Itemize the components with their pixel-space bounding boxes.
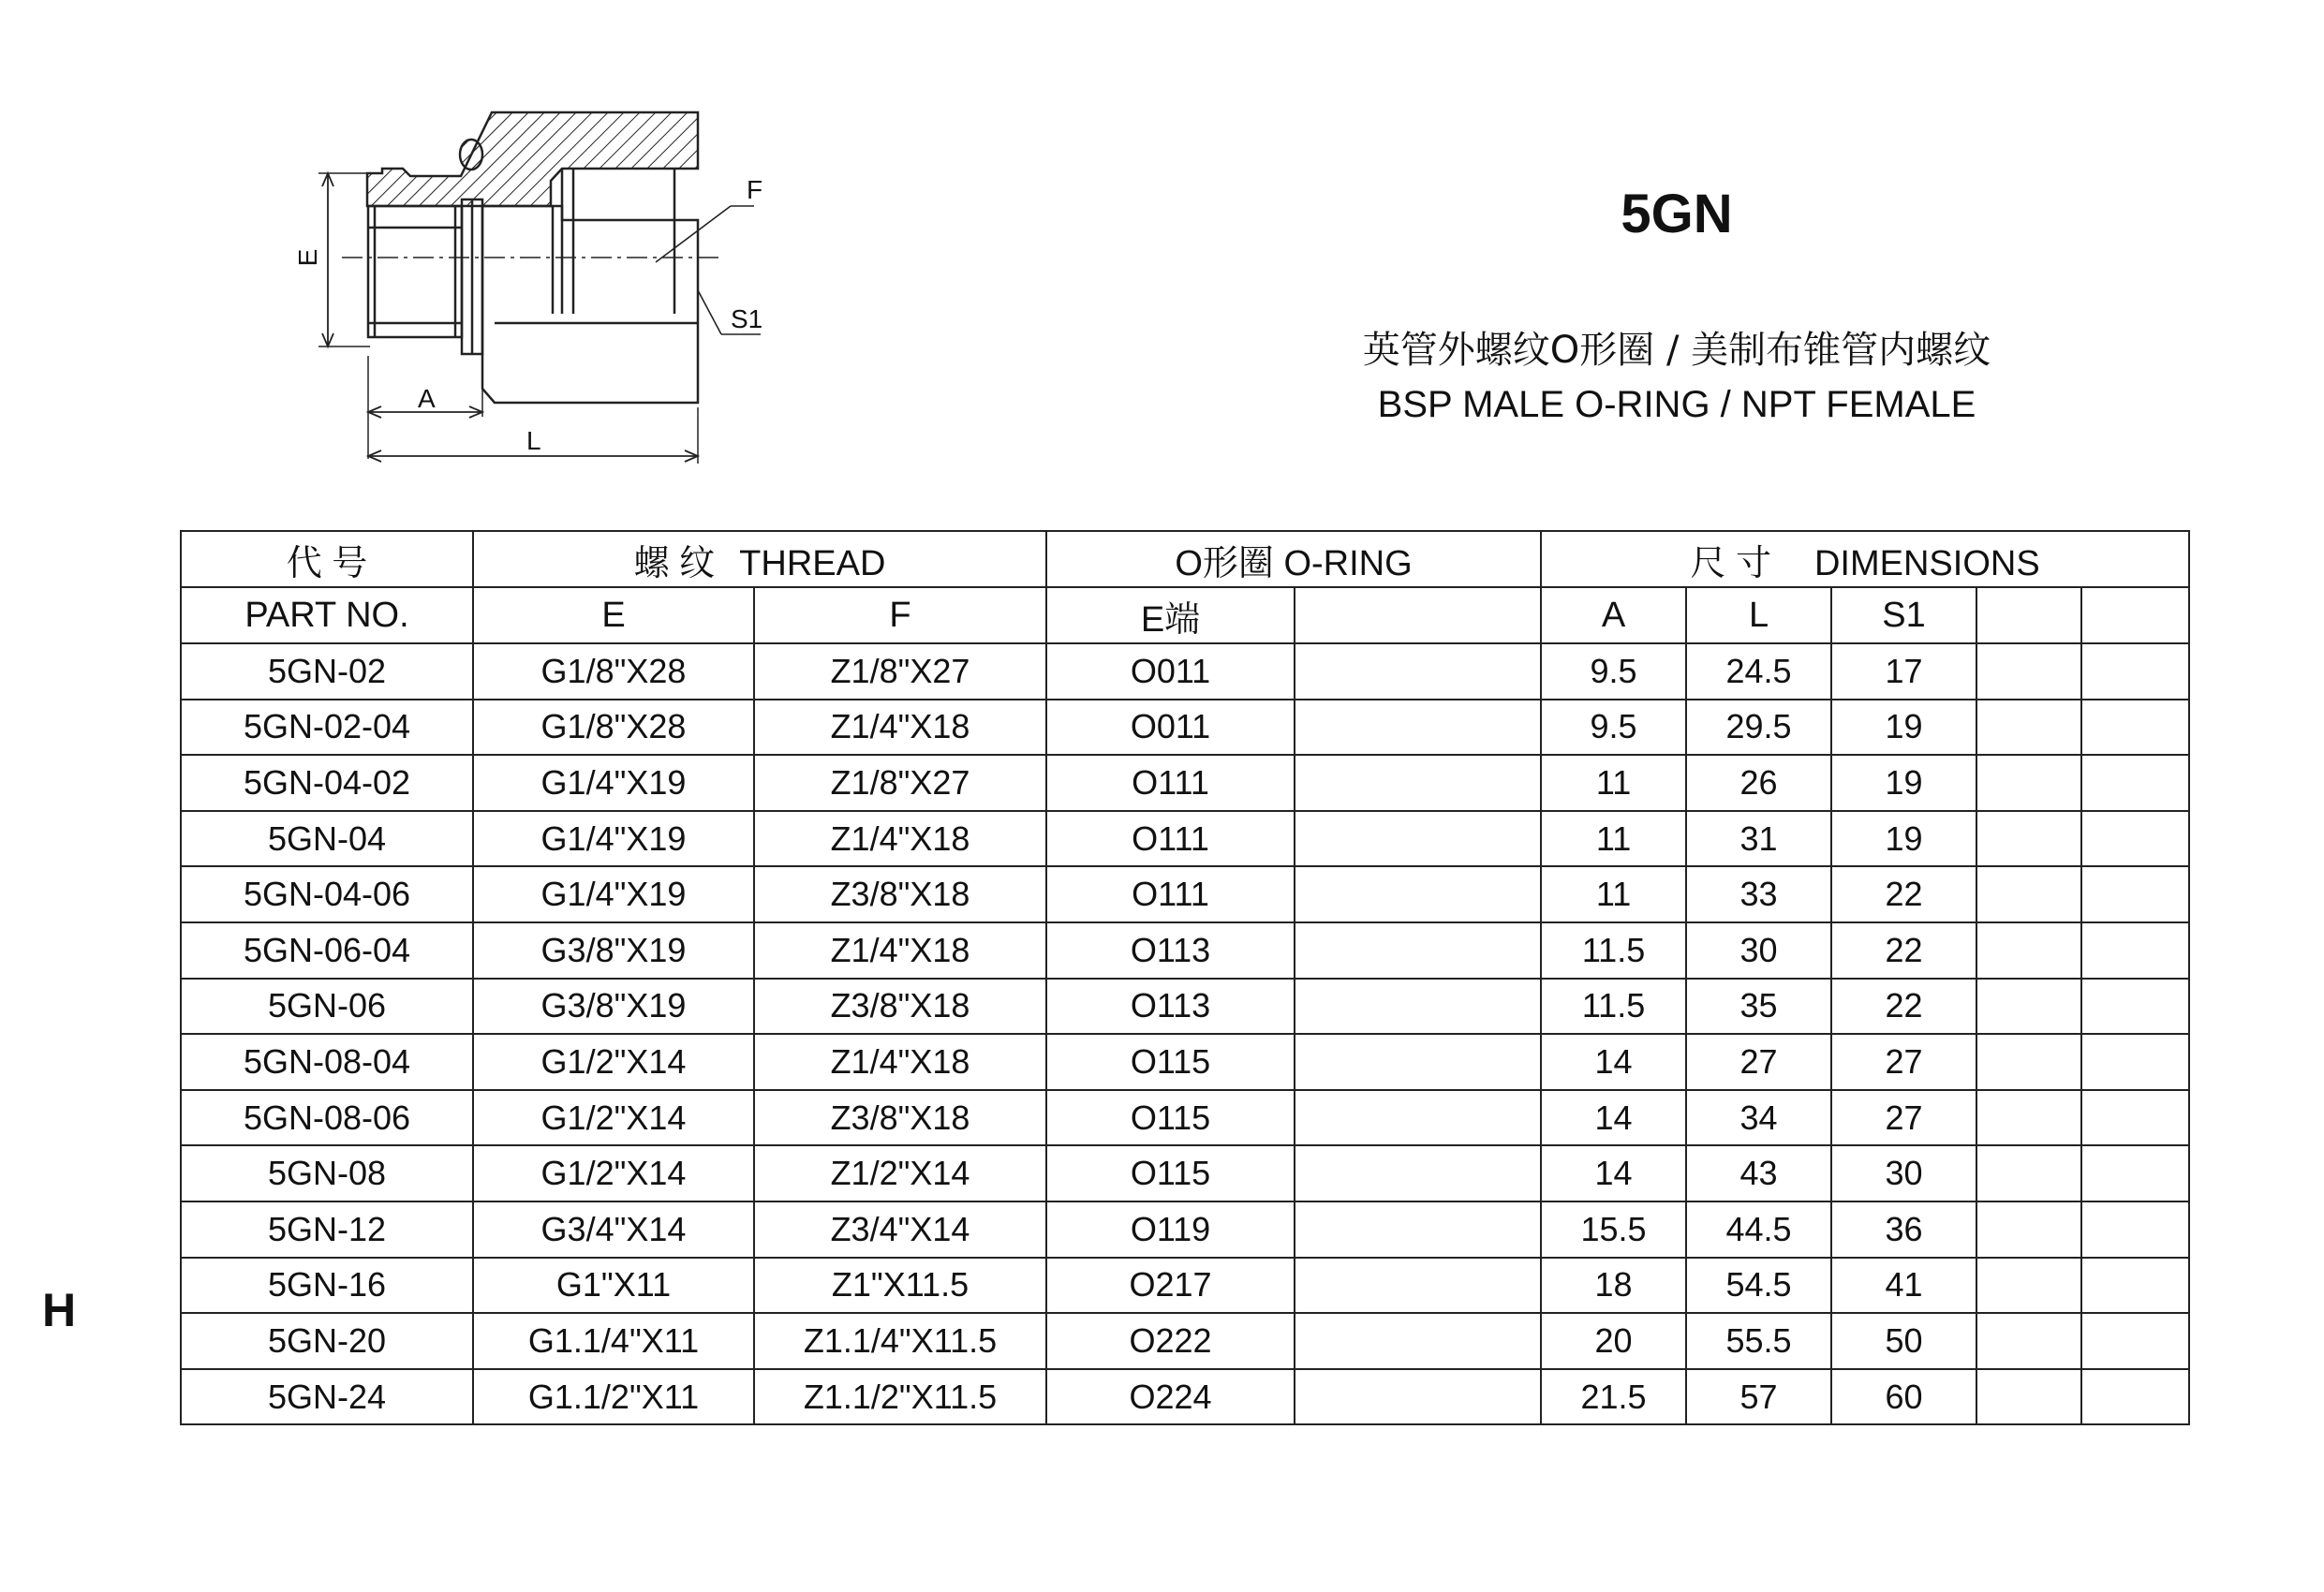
- thread-f-cell: Z1.1/4"X11.5: [754, 1313, 1046, 1369]
- empty-cell: [1295, 866, 1541, 922]
- dim-s1-cell: 22: [1831, 979, 1976, 1035]
- empty-cell: [1295, 1201, 1541, 1258]
- empty-cell: [1976, 755, 2081, 811]
- thread-e-cell: G1/8"X28: [473, 700, 754, 756]
- empty-cell: [1295, 1369, 1541, 1425]
- header-e-end: E端: [1046, 587, 1295, 643]
- oring-cell: O115: [1046, 1090, 1295, 1146]
- empty-cell: [1976, 811, 2081, 867]
- header-empty: [2081, 587, 2189, 643]
- thread-f-cell: Z3/8"X18: [754, 1090, 1046, 1146]
- header-empty: [1295, 587, 1541, 643]
- part-no-cell: 5GN-04: [181, 811, 473, 867]
- header-e: E: [473, 587, 754, 643]
- empty-cell: [1295, 755, 1541, 811]
- thread-f-cell: Z1/4"X18: [754, 811, 1046, 867]
- table-row: [181, 811, 2189, 867]
- dim-l-cell: 26: [1686, 755, 1831, 811]
- table-row: [181, 1313, 2189, 1369]
- oring-cell: O111: [1046, 755, 1295, 811]
- empty-cell: [2081, 811, 2189, 867]
- dim-s1-cell: 27: [1831, 1034, 1976, 1090]
- page-letter: H: [42, 1284, 77, 1336]
- header-s1: S1: [1831, 587, 1976, 643]
- subtitle-chinese: 英管外螺纹O形圈 / 美制布锥管内螺纹: [1362, 329, 1991, 372]
- label-a: A: [418, 384, 436, 413]
- table-row: [181, 1145, 2189, 1201]
- empty-cell: [1976, 1258, 2081, 1314]
- empty-cell: [1295, 643, 1541, 700]
- label-e: E: [293, 248, 322, 267]
- part-no-cell: 5GN-20: [181, 1313, 473, 1369]
- empty-cell: [2081, 1313, 2189, 1369]
- part-no-cell: 5GN-06: [181, 979, 473, 1035]
- empty-cell: [2081, 700, 2189, 756]
- part-no-cell: 5GN-24: [181, 1369, 473, 1425]
- empty-cell: [1295, 1258, 1541, 1314]
- header-empty: [1976, 587, 2081, 643]
- header-oring: O形圈 O-RING: [1046, 531, 1541, 587]
- dim-a-cell: 11: [1541, 866, 1686, 922]
- dim-s1-cell: 41: [1831, 1258, 1976, 1314]
- empty-cell: [2081, 1258, 2189, 1314]
- empty-cell: [1976, 1369, 2081, 1425]
- header-a: A: [1541, 587, 1686, 643]
- thread-f-cell: Z1"X11.5: [754, 1258, 1046, 1314]
- header-dim-en: DIMENSIONS: [1813, 543, 2040, 583]
- thread-e-cell: G1/4"X19: [473, 811, 754, 867]
- thread-e-cell: G1/4"X19: [473, 866, 754, 922]
- table-row: [181, 1090, 2189, 1146]
- empty-cell: [2081, 1034, 2189, 1090]
- table-header-row: [181, 531, 2189, 587]
- dim-l-cell: 24.5: [1686, 643, 1831, 700]
- dim-a-cell: 11: [1541, 755, 1686, 811]
- empty-cell: [2081, 979, 2189, 1035]
- empty-cell: [1976, 866, 2081, 922]
- thread-f-cell: Z3/8"X18: [754, 866, 1046, 922]
- empty-cell: [1976, 1201, 2081, 1258]
- dim-s1-cell: 19: [1831, 811, 1976, 867]
- dim-s1-cell: 19: [1831, 755, 1976, 811]
- thread-e-cell: G1.1/4"X11: [473, 1313, 754, 1369]
- dim-a-cell: 14: [1541, 1034, 1686, 1090]
- thread-f-cell: Z1/8"X27: [754, 643, 1046, 700]
- part-no-cell: 5GN-04-02: [181, 755, 473, 811]
- oring-cell: O222: [1046, 1313, 1295, 1369]
- dim-a-cell: 20: [1541, 1313, 1686, 1369]
- table-row: [181, 700, 2189, 756]
- empty-cell: [1295, 979, 1541, 1035]
- header-f: F: [754, 587, 1046, 643]
- part-no-cell: 5GN-08: [181, 1145, 473, 1201]
- thread-f-cell: Z1/4"X18: [754, 922, 1046, 979]
- part-no-cell: 5GN-04-06: [181, 866, 473, 922]
- oring-cell: O119: [1046, 1201, 1295, 1258]
- empty-cell: [1976, 700, 2081, 756]
- oring-cell: O111: [1046, 811, 1295, 867]
- table-subheader-row: [181, 587, 2189, 643]
- label-s1: S1: [731, 304, 763, 333]
- empty-cell: [1976, 922, 2081, 979]
- dim-l-cell: 55.5: [1686, 1313, 1831, 1369]
- empty-cell: [2081, 1201, 2189, 1258]
- fitting-drawing: [281, 89, 806, 482]
- thread-f-cell: Z3/4"X14: [754, 1201, 1046, 1258]
- dim-l-cell: 57: [1686, 1369, 1831, 1425]
- dim-a-cell: 21.5: [1541, 1369, 1686, 1425]
- empty-cell: [1976, 1090, 2081, 1146]
- dim-s1-cell: 30: [1831, 1145, 1976, 1201]
- dim-a-cell: 9.5: [1541, 643, 1686, 700]
- header-dim-cn: 尺 寸: [1690, 543, 1771, 583]
- thread-f-cell: Z1/4"X18: [754, 700, 1046, 756]
- thread-f-cell: Z1.1/2"X11.5: [754, 1369, 1046, 1425]
- dim-l-cell: 35: [1686, 979, 1831, 1035]
- thread-e-cell: G1/2"X14: [473, 1090, 754, 1146]
- empty-cell: [1295, 922, 1541, 979]
- empty-cell: [1976, 1313, 2081, 1369]
- dim-a-cell: 11.5: [1541, 979, 1686, 1035]
- oring-cell: O113: [1046, 922, 1295, 979]
- thread-e-cell: G1/2"X14: [473, 1145, 754, 1201]
- dim-a-cell: 18: [1541, 1258, 1686, 1314]
- dim-s1-cell: 17: [1831, 643, 1976, 700]
- thread-e-cell: G1.1/2"X11: [473, 1369, 754, 1425]
- thread-e-cell: G3/8"X19: [473, 979, 754, 1035]
- part-no-cell: 5GN-02: [181, 643, 473, 700]
- oring-cell: O011: [1046, 643, 1295, 700]
- dim-a-cell: 14: [1541, 1090, 1686, 1146]
- dim-a-cell: 11: [1541, 811, 1686, 867]
- empty-cell: [1295, 1313, 1541, 1369]
- thread-e-cell: G3/4"X14: [473, 1201, 754, 1258]
- subtitle-english: BSP MALE O-RING / NPT FEMALE: [1377, 384, 1976, 425]
- dim-a-cell: 11.5: [1541, 922, 1686, 979]
- oring-cell: O224: [1046, 1369, 1295, 1425]
- table-row: [181, 755, 2189, 811]
- dim-s1-cell: 60: [1831, 1369, 1976, 1425]
- thread-f-cell: Z3/8"X18: [754, 979, 1046, 1035]
- thread-f-cell: Z1/2"X14: [754, 1145, 1046, 1201]
- empty-cell: [2081, 922, 2189, 979]
- dim-s1-cell: 50: [1831, 1313, 1976, 1369]
- table-row: [181, 922, 2189, 979]
- part-no-cell: 5GN-12: [181, 1201, 473, 1258]
- header-thread-en: THREAD: [739, 543, 886, 583]
- part-no-cell: 5GN-08-04: [181, 1034, 473, 1090]
- oring-cell: O115: [1046, 1145, 1295, 1201]
- dim-l-cell: 27: [1686, 1034, 1831, 1090]
- empty-cell: [1295, 811, 1541, 867]
- thread-f-cell: Z1/4"X18: [754, 1034, 1046, 1090]
- thread-e-cell: G1/4"X19: [473, 755, 754, 811]
- dim-s1-cell: 27: [1831, 1090, 1976, 1146]
- empty-cell: [2081, 1145, 2189, 1201]
- empty-cell: [1295, 1034, 1541, 1090]
- oring-cell: O111: [1046, 866, 1295, 922]
- dim-s1-cell: 22: [1831, 866, 1976, 922]
- thread-e-cell: G1/2"X14: [473, 1034, 754, 1090]
- oring-cell: O115: [1046, 1034, 1295, 1090]
- oring-cell: O217: [1046, 1258, 1295, 1314]
- dim-l-cell: 44.5: [1686, 1201, 1831, 1258]
- dim-l-cell: 34: [1686, 1090, 1831, 1146]
- dim-s1-cell: 19: [1831, 700, 1976, 756]
- thread-f-cell: Z1/8"X27: [754, 755, 1046, 811]
- empty-cell: [2081, 1090, 2189, 1146]
- dim-l-cell: 31: [1686, 811, 1831, 867]
- header-part-en: PART NO.: [181, 587, 473, 643]
- part-no-cell: 5GN-08-06: [181, 1090, 473, 1146]
- table-row: [181, 979, 2189, 1035]
- empty-cell: [1295, 700, 1541, 756]
- empty-cell: [1295, 1145, 1541, 1201]
- thread-e-cell: G1"X11: [473, 1258, 754, 1314]
- part-no-cell: 5GN-16: [181, 1258, 473, 1314]
- dim-l-cell: 29.5: [1686, 700, 1831, 756]
- dim-a-cell: 15.5: [1541, 1201, 1686, 1258]
- empty-cell: [1295, 1090, 1541, 1146]
- label-f: F: [747, 175, 763, 204]
- thread-e-cell: G3/8"X19: [473, 922, 754, 979]
- empty-cell: [2081, 643, 2189, 700]
- dim-l-cell: 30: [1686, 922, 1831, 979]
- label-l: L: [526, 426, 541, 455]
- header-l: L: [1686, 587, 1831, 643]
- empty-cell: [1976, 1034, 2081, 1090]
- table-row: [181, 643, 2189, 700]
- header-part-cn: 代 号: [181, 531, 473, 587]
- dim-l-cell: 54.5: [1686, 1258, 1831, 1314]
- part-no-cell: 5GN-06-04: [181, 922, 473, 979]
- part-no-cell: 5GN-02-04: [181, 700, 473, 756]
- empty-cell: [1976, 979, 2081, 1035]
- table-row: [181, 1201, 2189, 1258]
- header-thread-cn: 螺 纹: [633, 543, 716, 583]
- dim-a-cell: 14: [1541, 1145, 1686, 1201]
- dim-s1-cell: 36: [1831, 1201, 1976, 1258]
- page-title: 5GN: [1621, 184, 1733, 244]
- empty-cell: [2081, 866, 2189, 922]
- empty-cell: [1976, 643, 2081, 700]
- header-dimensions: [1541, 531, 2189, 587]
- empty-cell: [2081, 755, 2189, 811]
- dim-l-cell: 33: [1686, 866, 1831, 922]
- oring-cell: O011: [1046, 700, 1295, 756]
- empty-cell: [1976, 1145, 2081, 1201]
- dim-a-cell: 9.5: [1541, 700, 1686, 756]
- table-row: [181, 1258, 2189, 1314]
- thread-e-cell: G1/8"X28: [473, 643, 754, 700]
- spec-table: [180, 530, 2190, 1425]
- dim-l-cell: 43: [1686, 1145, 1831, 1201]
- header-thread: [473, 531, 1046, 587]
- dim-s1-cell: 22: [1831, 922, 1976, 979]
- oring-cell: O113: [1046, 979, 1295, 1035]
- empty-cell: [2081, 1369, 2189, 1425]
- table-row: [181, 866, 2189, 922]
- table-row: [181, 1034, 2189, 1090]
- table-row: [181, 1369, 2189, 1425]
